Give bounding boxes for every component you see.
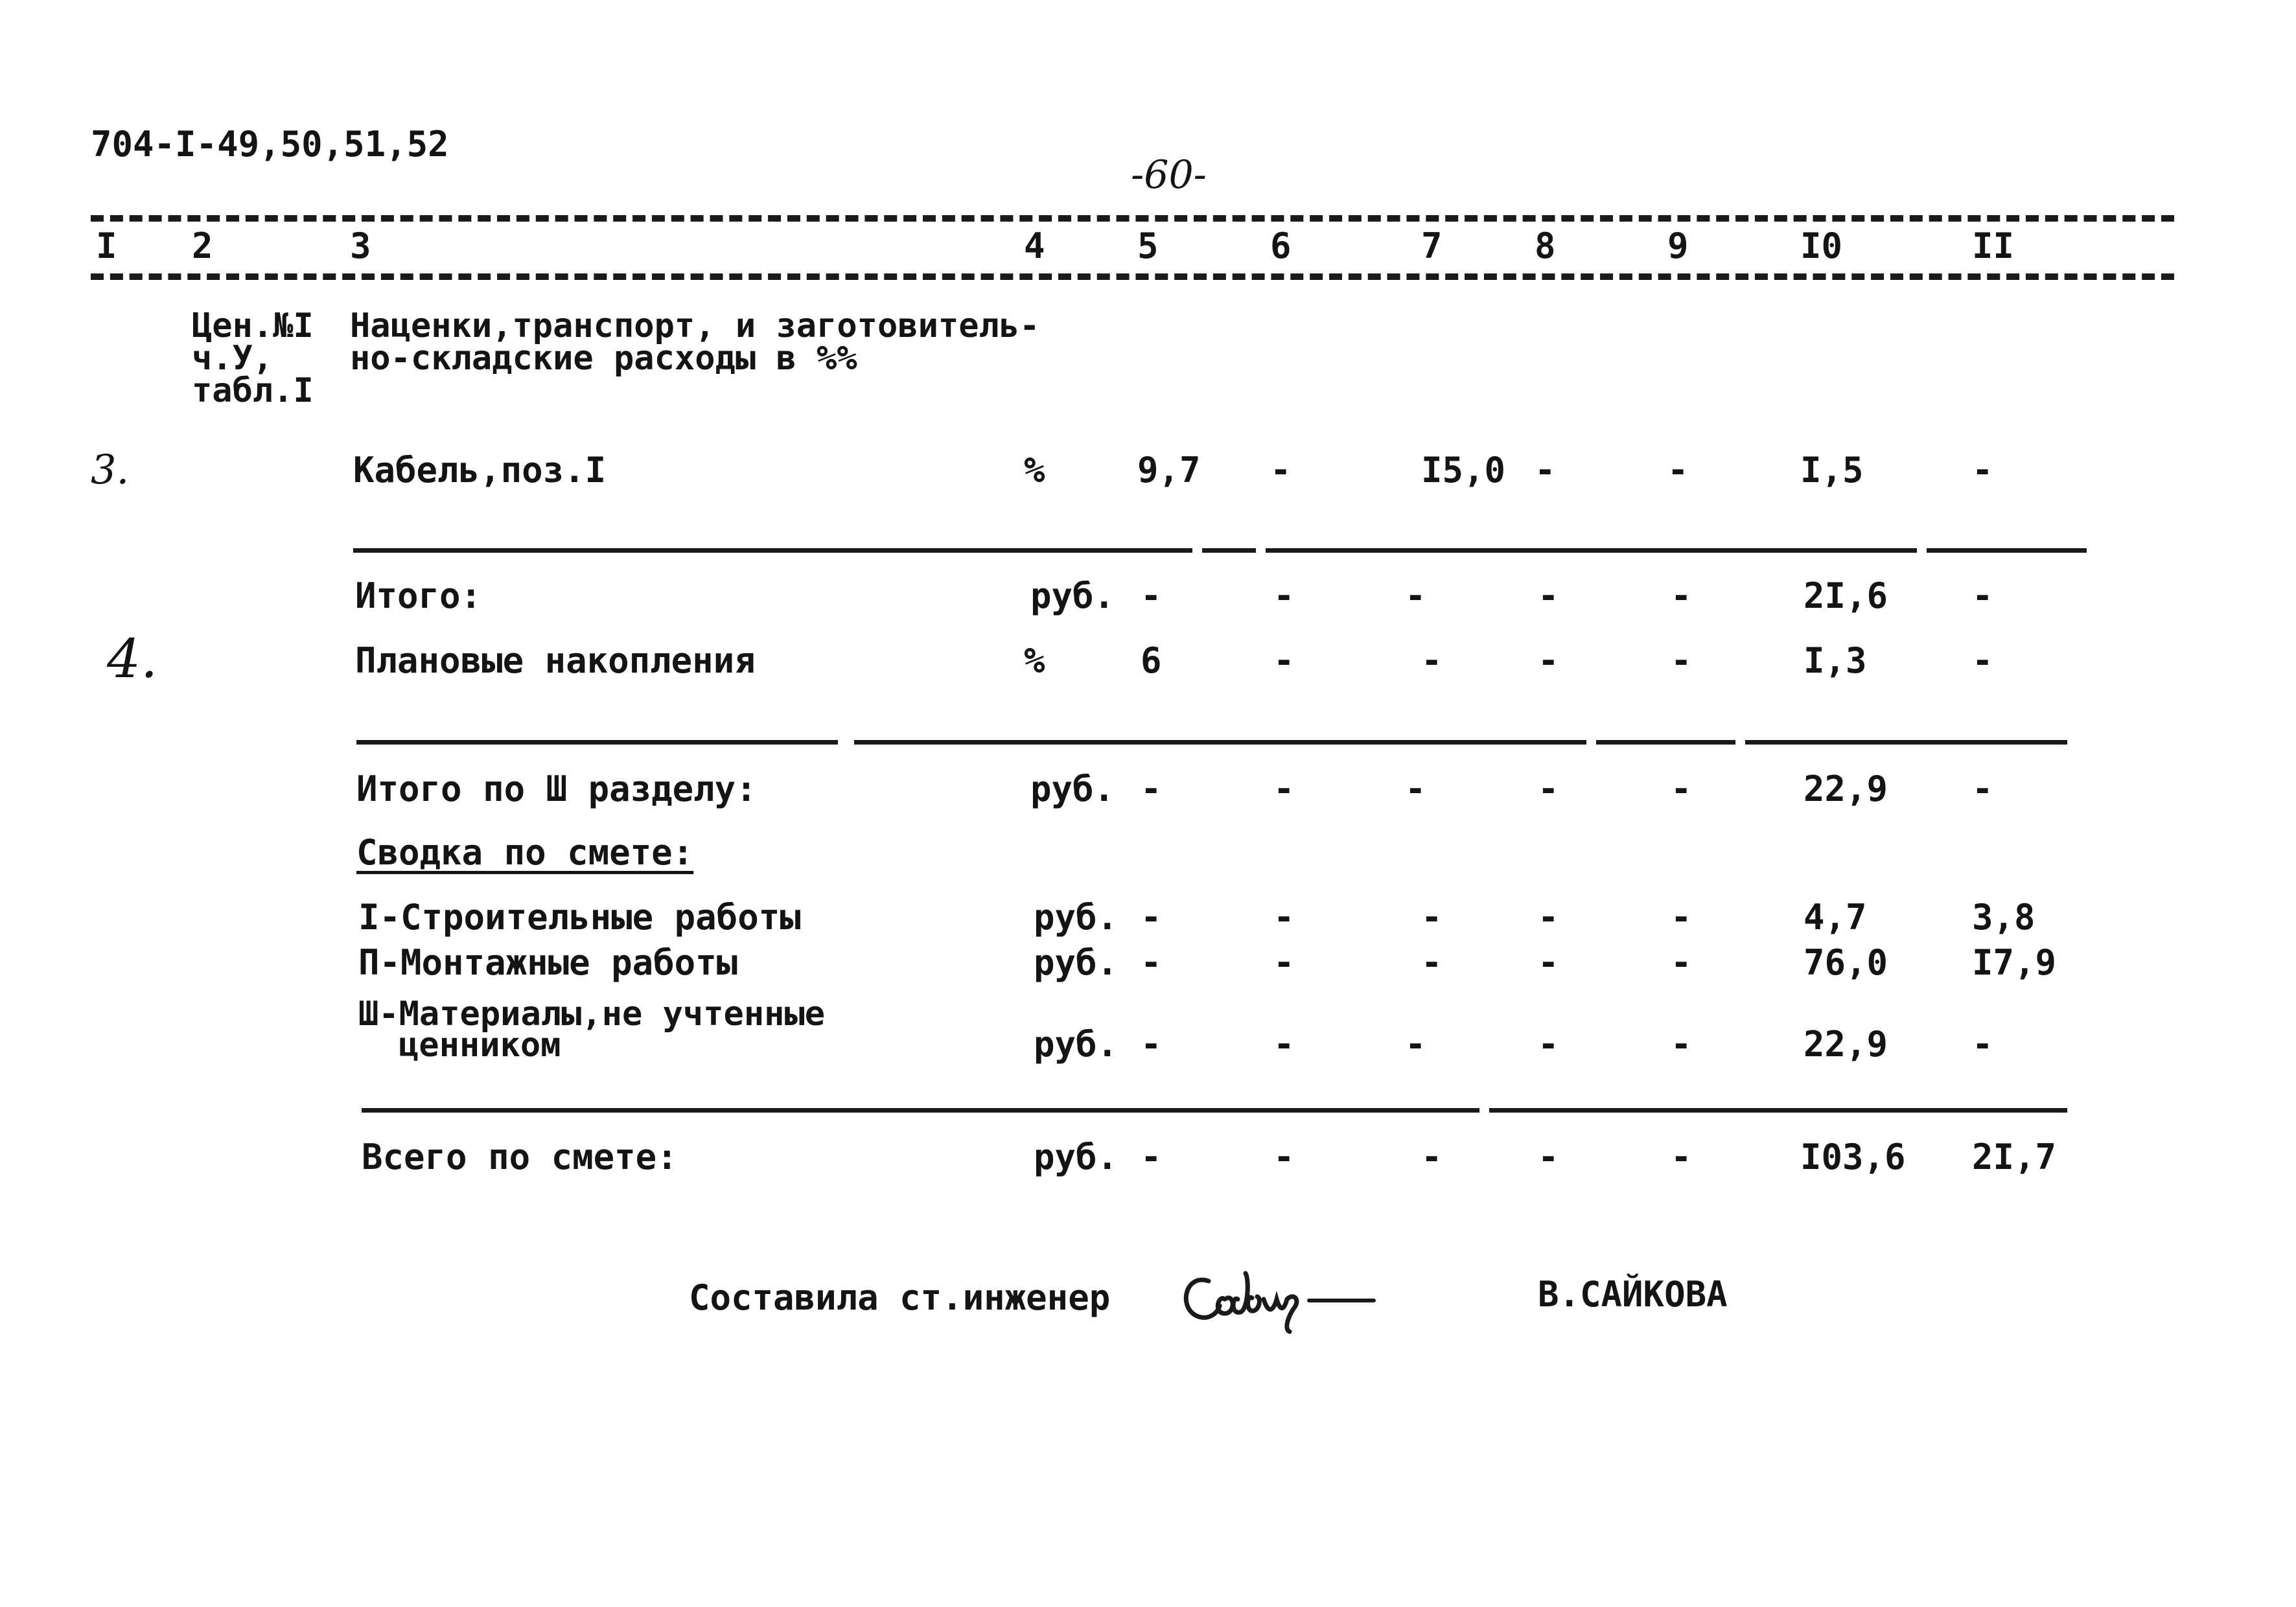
cell-c7: - xyxy=(1421,1137,1443,1177)
cell-c8: - xyxy=(1538,769,1559,809)
summary-title: Сводка по смете: xyxy=(356,832,694,873)
col-header-8: 8 xyxy=(1535,225,1556,266)
page-number: -60- xyxy=(1131,152,1207,198)
cell-c8: - xyxy=(1538,1024,1559,1065)
cell-c11: - xyxy=(1972,769,1993,809)
composed-by-label: Составила ст.инженер xyxy=(689,1277,1111,1318)
cell-c8: - xyxy=(1538,640,1559,681)
cell-c6: - xyxy=(1273,640,1295,681)
col-header-3: 3 xyxy=(350,225,371,266)
cell-c6: - xyxy=(1270,450,1292,491)
cell-c11: - xyxy=(1972,575,1993,616)
cell-c8: - xyxy=(1538,897,1559,938)
subtotal-rule-2c xyxy=(1596,740,1735,745)
total-rule-a xyxy=(362,1108,1479,1113)
cell-c5: - xyxy=(1141,1024,1162,1065)
cell-c8: - xyxy=(1538,575,1559,616)
cell-c9: - xyxy=(1667,450,1689,491)
row-number-4: 4. xyxy=(107,629,158,690)
row-unit: руб. xyxy=(1030,575,1115,616)
cell-c11: - xyxy=(1972,640,1993,681)
row-name-section-total: Итого по Ш разделу: xyxy=(356,769,757,809)
row-unit: руб. xyxy=(1034,942,1119,983)
cell-c10: 76,0 xyxy=(1803,942,1888,983)
signature xyxy=(1173,1254,1387,1338)
col-header-7: 7 xyxy=(1421,225,1443,266)
row-unit: руб. xyxy=(1034,1024,1119,1065)
summary-installation-name: П-Монтажные работы xyxy=(358,942,738,983)
subtotal-rule-1b xyxy=(1202,548,1256,553)
cell-c9: - xyxy=(1671,575,1692,616)
cell-c5: 9,7 xyxy=(1137,450,1201,491)
cell-c11: 2I,7 xyxy=(1972,1137,2057,1177)
cell-c11: - xyxy=(1972,1024,1993,1065)
author-name: В.САЙКОВА xyxy=(1538,1274,1728,1315)
cell-c5: - xyxy=(1141,942,1162,983)
cell-c9: - xyxy=(1671,1024,1692,1065)
cell-c8: - xyxy=(1538,942,1559,983)
subtotal-rule-1a xyxy=(353,548,1192,553)
summary-construction-name: I-Строительные работы xyxy=(358,897,801,938)
cell-c7: - xyxy=(1421,897,1443,938)
total-rule-b xyxy=(1489,1108,2067,1113)
price-ref-line3: табл.I xyxy=(192,371,314,410)
cell-c6: - xyxy=(1273,942,1295,983)
cell-c7: - xyxy=(1421,640,1443,681)
col-header-5: 5 xyxy=(1137,225,1159,266)
cell-c7: I5,0 xyxy=(1421,450,1506,491)
cell-c10: 2I,6 xyxy=(1803,575,1888,616)
cell-c10: 22,9 xyxy=(1803,769,1888,809)
cell-c10: I,3 xyxy=(1803,640,1867,681)
cell-c6: - xyxy=(1273,897,1295,938)
cell-c6: - xyxy=(1273,575,1295,616)
signature-mark xyxy=(1173,1254,1387,1338)
cell-c9: - xyxy=(1671,640,1692,681)
cell-c10: I03,6 xyxy=(1800,1137,1906,1177)
cell-c9: - xyxy=(1671,769,1692,809)
cell-c11: I7,9 xyxy=(1972,942,2057,983)
subtotal-rule-2a xyxy=(356,740,838,745)
col-header-10: I0 xyxy=(1800,225,1843,266)
cell-c5: - xyxy=(1141,575,1162,616)
intro-desc-line1: Наценки,транспорт, и заготовитель- xyxy=(350,306,1040,345)
row-unit: % xyxy=(1024,640,1045,681)
cell-c5: - xyxy=(1141,769,1162,809)
row-number-3: 3. xyxy=(91,446,130,493)
cell-c7: - xyxy=(1405,575,1426,616)
cell-c6: - xyxy=(1273,769,1295,809)
row-unit: руб. xyxy=(1034,897,1119,938)
row-unit: руб. xyxy=(1034,1137,1119,1177)
cell-c9: - xyxy=(1671,942,1692,983)
subtotal-rule-2d xyxy=(1745,740,2067,745)
cell-c6: - xyxy=(1273,1137,1295,1177)
cell-c7: - xyxy=(1405,1024,1426,1065)
cell-c5: - xyxy=(1141,897,1162,938)
summary-materials-name-line2: ценником xyxy=(399,1026,561,1065)
cell-c10: I,5 xyxy=(1800,450,1864,491)
cell-c11: - xyxy=(1972,450,1993,491)
col-header-11: II xyxy=(1972,225,2015,266)
cell-c5: 6 xyxy=(1141,640,1162,681)
cell-c8: - xyxy=(1538,1137,1559,1177)
cell-c11: 3,8 xyxy=(1972,897,2035,938)
row-name-subtotal: Итого: xyxy=(355,575,482,616)
cell-c9: - xyxy=(1671,897,1692,938)
cell-c7: - xyxy=(1421,942,1443,983)
cell-c5: - xyxy=(1141,1137,1162,1177)
cell-c6: - xyxy=(1273,1024,1295,1065)
col-header-6: 6 xyxy=(1270,225,1292,266)
cell-c10: 4,7 xyxy=(1803,897,1867,938)
grand-total-name: Всего по смете: xyxy=(362,1137,678,1177)
row-name-cable: Кабель,поз.I xyxy=(353,450,607,491)
subtotal-rule-2b xyxy=(854,740,1586,745)
cell-c7: - xyxy=(1405,769,1426,809)
intro-desc-line2: но-складские расходы в %% xyxy=(350,339,857,378)
document-code: 704-I-49,50,51,52 xyxy=(91,124,449,165)
header-bottom-rule xyxy=(91,273,2174,280)
col-header-1: I xyxy=(96,225,117,266)
cell-c9: - xyxy=(1671,1137,1692,1177)
row-unit: % xyxy=(1024,450,1045,491)
cell-c8: - xyxy=(1535,450,1556,491)
col-header-9: 9 xyxy=(1667,225,1689,266)
subtotal-rule-1d xyxy=(1927,548,2087,553)
header-top-rule xyxy=(91,215,2174,222)
summary-materials-name-line1: Ш-Материалы,не учтенные xyxy=(358,995,826,1034)
col-header-4: 4 xyxy=(1024,225,1045,266)
col-header-2: 2 xyxy=(192,225,213,266)
price-ref-line2: ч.У, xyxy=(192,339,273,378)
price-ref-line1: Цен.№I xyxy=(192,306,314,345)
row-name-planned-savings: Плановые накопления xyxy=(355,640,756,681)
cell-c10: 22,9 xyxy=(1803,1024,1888,1065)
subtotal-rule-1c xyxy=(1266,548,1917,553)
row-unit: руб. xyxy=(1030,769,1115,809)
